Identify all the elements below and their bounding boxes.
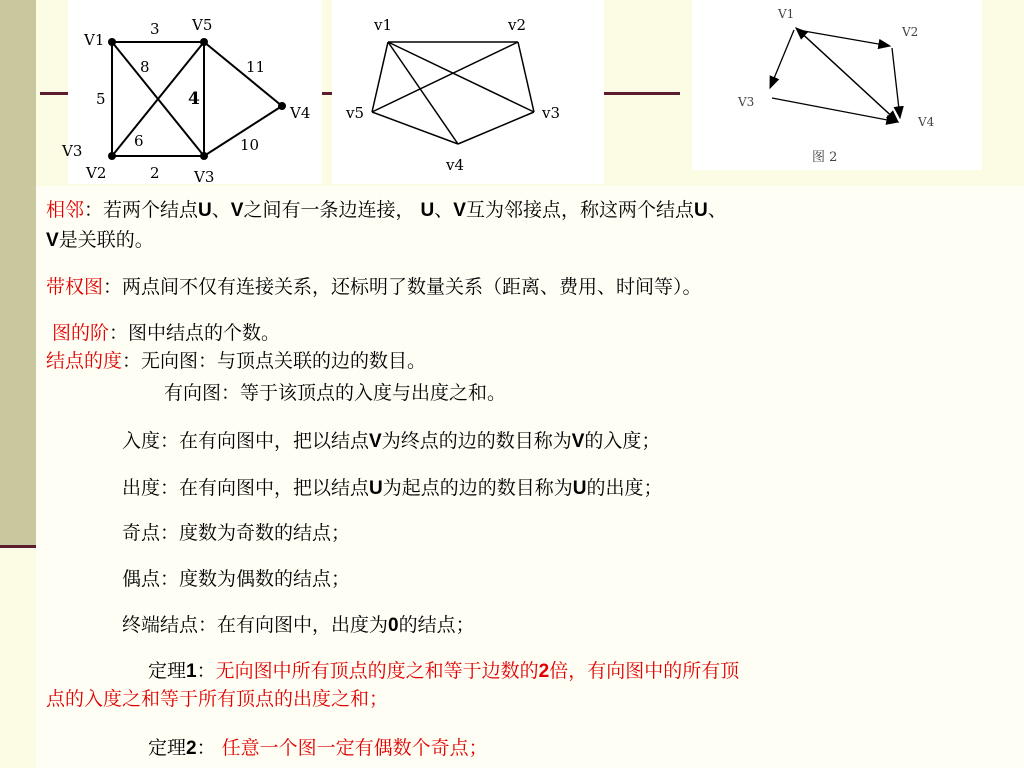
def-indegree (122, 429, 660, 454)
label-v3: V3 (738, 95, 755, 109)
def-even-node: 偶点：度数为偶数的结点； (122, 568, 351, 590)
label-v1: V1 (778, 7, 795, 21)
label-v2: V2 (86, 164, 107, 182)
slide-left-bar (0, 0, 36, 548)
weighted-graph-svg (62, 0, 322, 186)
label-v1: v1 (374, 16, 393, 34)
text-fragment: 的结点； (398, 614, 475, 636)
weight-diag-b: 6 (134, 132, 144, 150)
theorem2-line (148, 736, 488, 761)
edge-v5-v1 (372, 42, 388, 112)
undirected-graph-svg (332, 0, 604, 184)
edge-v1-v3 (388, 42, 534, 112)
label-v5: V5 (192, 16, 213, 34)
label-v3-left: V3 (62, 142, 83, 160)
arc-v2-v4 (892, 48, 900, 118)
undirected-graph-figure (332, 0, 604, 184)
text-fragment: ：两点间不仅有连接关系，还标明了数量关系（距离、费用、时间等）。 (103, 276, 702, 298)
edge-v2-v3 (518, 42, 534, 112)
def-terminal-node (122, 613, 475, 638)
text-fragment: V (46, 230, 59, 251)
text-fragment: U (693, 200, 708, 221)
theorem1-line1 (148, 659, 739, 684)
text-fragment: ： (196, 660, 216, 682)
def-weighted-graph (46, 275, 702, 299)
edge-v3-v4 (458, 112, 534, 144)
text-fragment: U (420, 200, 435, 221)
term-graph-order: 图的阶 (52, 322, 110, 344)
text-fragment: 任意一个图一定有偶数个奇点； (221, 737, 488, 759)
arc-v1-v2 (798, 30, 890, 46)
label-v3: V3 (194, 168, 215, 186)
label-v4: V4 (290, 104, 311, 122)
text-fragment: 倍，有向图中的所有顶 (549, 660, 740, 682)
def-node-degree-directed: 有向图：等于该顶点的入度与出度之和。 (164, 382, 507, 404)
text-fragment: 2 (186, 738, 197, 759)
edge-v1-v4 (388, 42, 458, 144)
definitions-panel (36, 186, 1024, 768)
text-fragment: 为终点的边的数目称为 (381, 430, 572, 452)
text-fragment: 之间有一条边连接， (243, 199, 415, 221)
text-fragment: V (369, 431, 382, 452)
def-adjacent-line1 (46, 198, 727, 223)
text-fragment: 的入度； (584, 430, 661, 452)
label-v1: V1 (84, 31, 105, 49)
def-node-degree (46, 349, 426, 373)
text-fragment: 无向图中所有顶点的度之和等于边数的 (215, 660, 539, 682)
text-fragment: 、 (434, 199, 454, 221)
term-weighted-graph: 带权图 (46, 276, 104, 298)
weighted-graph-figure (62, 0, 322, 186)
label-v4: V4 (918, 115, 935, 129)
text-fragment: 为起点的边的数目称为 (382, 477, 573, 499)
node-v1 (108, 38, 116, 46)
weight-bottom: 2 (150, 164, 160, 182)
text-fragment: 定理 (148, 737, 187, 759)
arc-v1-v3 (770, 30, 794, 88)
text-fragment: V (453, 200, 466, 221)
text-fragment: 的出度； (586, 477, 663, 499)
text-fragment: V (230, 200, 244, 221)
text-fragment: V (571, 431, 585, 452)
text-fragment: 出度：在有向图中，把以结点 (122, 477, 370, 499)
weight-top: 3 (150, 20, 160, 38)
directed-graph-figure (692, 0, 982, 170)
text-fragment: U (572, 478, 587, 499)
text-fragment: 、 (707, 199, 727, 221)
text-fragment: 互为邻接点，称这两个结点 (465, 199, 694, 221)
label-v5: v5 (346, 104, 365, 122)
term-node-degree: 结点的度 (46, 350, 123, 372)
arc-v3-v4 (772, 98, 898, 122)
def-odd-node: 奇点：度数为奇数的结点； (122, 522, 351, 544)
label-v2: V2 (902, 25, 919, 39)
text-fragment: 是关联的。 (58, 229, 154, 251)
arc-v4-v1 (796, 28, 898, 122)
text-fragment: 终端结点：在有向图中，出度为 (122, 614, 389, 636)
edge-v5-v2 (372, 42, 518, 112)
text-fragment: 定理 (148, 660, 187, 682)
weight-right: 4 (188, 89, 200, 109)
text-fragment: ：图中结点的个数。 (109, 322, 281, 344)
node-v3 (200, 152, 208, 160)
text-fragment: 0 (388, 615, 399, 636)
def-graph-order (52, 321, 280, 345)
weight-diag-a: 8 (140, 58, 150, 76)
term-adjacent: 相邻 (46, 199, 85, 221)
node-v4 (278, 102, 286, 110)
text-fragment: 2 (538, 661, 550, 682)
slide-bottom-rule (0, 545, 36, 548)
edge-v5-v4 (204, 42, 282, 106)
node-v5 (200, 38, 208, 46)
text-fragment: 1 (186, 661, 197, 682)
label-v4: v4 (446, 156, 465, 174)
weight-left: 5 (96, 90, 106, 108)
edge-v4-v5 (372, 112, 458, 144)
weight-lower-right: 10 (240, 136, 260, 154)
text-fragment: ： (196, 737, 216, 759)
directed-graph-svg (692, 0, 982, 170)
figure-caption: 图 2 (812, 150, 838, 165)
text-fragment: ：若两个结点 (84, 199, 199, 221)
text-fragment: ：无向图：与顶点关联的边的数目。 (122, 350, 427, 372)
text-fragment: 、 (211, 199, 231, 221)
text-fragment: 入度：在有向图中，把以结点 (122, 430, 370, 452)
node-v2 (108, 152, 116, 160)
weight-upper-right: 11 (246, 58, 266, 76)
theorem1-line2: 点的入度之和等于所有顶点的出度之和； (46, 688, 389, 710)
label-v3: v3 (542, 104, 561, 122)
def-outdegree (122, 476, 663, 501)
label-v2: v2 (508, 16, 527, 34)
text-fragment: U (198, 200, 212, 221)
text-fragment: U (369, 478, 383, 499)
def-adjacent-line2 (46, 228, 154, 253)
